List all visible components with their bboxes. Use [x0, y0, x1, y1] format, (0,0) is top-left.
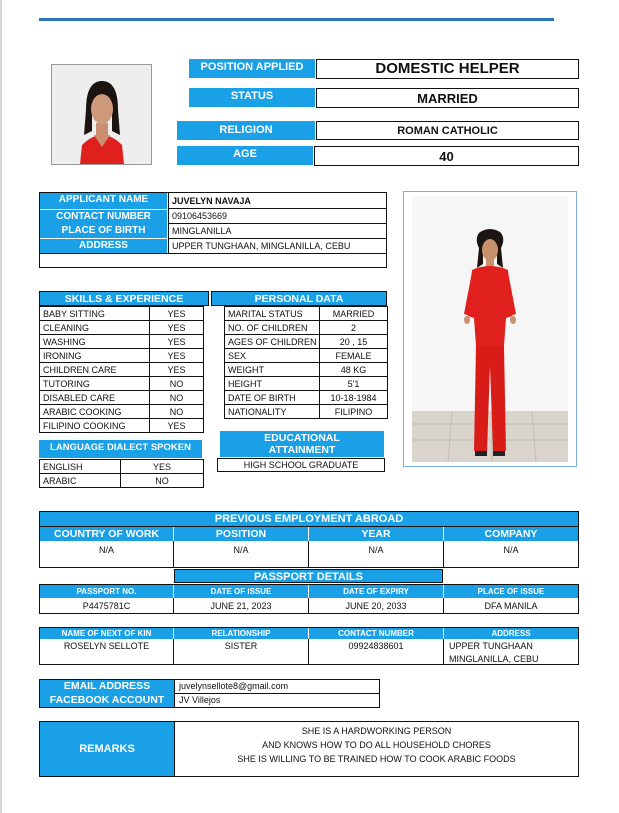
skill-name: BABY SITTING [40, 307, 150, 321]
personal-row [225, 335, 388, 349]
passport-header-number: PASSPORT NO. [40, 585, 174, 598]
skills-table [39, 306, 204, 433]
employment-year-value: N/A [309, 541, 444, 567]
personal-row [225, 405, 388, 419]
status-value: MARRIED [316, 88, 579, 108]
skill-row [40, 349, 204, 363]
skill-name: WASHING [40, 335, 150, 349]
skill-name: CHILDREN CARE [40, 363, 150, 377]
personal-label: MARITAL STATUS [225, 307, 320, 321]
kin-address-line1: UPPER TUNGHAAN [449, 641, 533, 651]
facebook-label: FACEBOOK ACCOUNT [40, 693, 174, 707]
personal-value: 2 [320, 321, 388, 335]
facebook-value: JV Villejos [174, 694, 379, 707]
employment-header-company: COMPANY [444, 527, 578, 541]
personal-row [225, 307, 388, 321]
passport-title: PASSPORT DETAILS [174, 569, 443, 583]
personal-row [225, 321, 388, 335]
religion-label: RELIGION [177, 121, 315, 140]
language-name: ARABIC [40, 474, 121, 488]
passport-number-value: P4475781C [40, 598, 174, 613]
skill-value: YES [150, 321, 204, 335]
language-value: YES [121, 460, 204, 474]
remarks-box [39, 721, 579, 777]
skill-row [40, 405, 204, 419]
personal-label: HEIGHT [225, 377, 320, 391]
age-label: AGE [177, 146, 313, 165]
address-value: UPPER TUNGHAAN, MINGLANILLA, CEBU [168, 239, 386, 254]
skill-name: DISABLED CARE [40, 391, 150, 405]
language-title: LANGUAGE DIALECT SPOKEN [39, 440, 202, 458]
kin-address-line2: MINGLANILLA, CEBU [449, 654, 539, 664]
language-value: NO [121, 474, 204, 488]
email-label: EMAIL ADDRESS [40, 680, 174, 693]
skill-row [40, 419, 204, 433]
education-title: EDUCATIONAL ATTAINMENT [220, 431, 384, 457]
email-value: juvelynsellote8@gmail.com [174, 680, 379, 694]
kin-header-name: NAME OF NEXT OF KIN [40, 628, 174, 639]
contact-box [39, 679, 380, 708]
passport-expiry-date-value: JUNE 20, 2033 [309, 598, 444, 613]
education-value: HIGH SCHOOL GRADUATE [217, 458, 385, 472]
personal-label: NATIONALITY [225, 405, 320, 419]
status-label: STATUS [189, 88, 315, 107]
personal-row [225, 349, 388, 363]
employment-country-value: N/A [40, 541, 174, 567]
top-rule [39, 18, 554, 21]
skill-value: YES [150, 335, 204, 349]
skill-row [40, 377, 204, 391]
employment-header-country: COUNTRY OF WORK [40, 527, 174, 541]
language-row [40, 460, 204, 474]
passport-issue-date-value: JUNE 21, 2023 [174, 598, 309, 613]
contact-number-value: 09106453669 [168, 209, 386, 224]
skill-row [40, 307, 204, 321]
skill-name: IRONING [40, 349, 150, 363]
personal-value: 48 KG [320, 363, 388, 377]
personal-value: 10-18-1984 [320, 391, 388, 405]
personal-table [224, 306, 388, 419]
skills-title: SKILLS & EXPERIENCE [39, 291, 209, 306]
personal-value: 5'1 [320, 377, 388, 391]
remarks-line-3: SHE IS WILLING TO BE TRAINED HOW TO COOK ARABIC FOODS [237, 754, 516, 764]
remarks-line-1: SHE IS A HARDWORKING PERSON [301, 726, 452, 736]
skill-value: YES [150, 349, 204, 363]
employment-position-value: N/A [174, 541, 309, 567]
skill-row [40, 363, 204, 377]
personal-row [225, 363, 388, 377]
remarks-label: REMARKS [40, 722, 174, 776]
skill-value: YES [150, 307, 204, 321]
birthplace-value: MINGLANILLA [168, 224, 386, 239]
skill-name: FILIPINO COOKING [40, 419, 150, 433]
language-table [39, 459, 204, 488]
kin-header-relationship: RELATIONSHIP [174, 628, 309, 639]
kin-address-value [444, 639, 578, 664]
applicant-box [39, 192, 387, 268]
age-value: 40 [314, 146, 579, 166]
personal-title: PERSONAL DATA [211, 291, 387, 306]
skill-name: TUTORING [40, 377, 150, 391]
skill-name: ARABIC COOKING [40, 405, 150, 419]
personal-row [225, 377, 388, 391]
skill-value: NO [150, 391, 204, 405]
personal-label: SEX [225, 349, 320, 363]
employment-company-value: N/A [503, 545, 519, 555]
kin-relationship-value: SISTER [174, 639, 309, 664]
personal-value: FEMALE [320, 349, 388, 363]
employment-header-year: YEAR [309, 527, 444, 541]
language-name: ENGLISH [40, 460, 121, 474]
passport-header-issue-date: DATE OF ISSUE [174, 585, 309, 598]
skill-value: NO [150, 405, 204, 419]
personal-value: FILIPINO [320, 405, 388, 419]
language-row [40, 474, 204, 488]
address-label: ADDRESS [40, 239, 167, 253]
skill-row [40, 321, 204, 335]
applicant-name-label: APPLICANT NAME [40, 193, 167, 209]
position-value: DOMESTIC HELPER [316, 59, 579, 79]
passport-table [39, 584, 579, 614]
employment-header-position: POSITION [174, 527, 309, 541]
passport-header-issue-place: PLACE OF ISSUE [444, 585, 578, 598]
employment-title: PREVIOUS EMPLOYMENT ABROAD [39, 511, 579, 526]
page-edge [0, 0, 2, 813]
personal-value: MARRIED [320, 307, 388, 321]
personal-label: AGES OF CHILDREN [225, 335, 320, 349]
kin-contact-value: 09924838601 [309, 639, 444, 664]
skill-value: NO [150, 377, 204, 391]
full-body-photo [403, 191, 577, 467]
religion-value: ROMAN CATHOLIC [316, 121, 579, 140]
applicant-name-value: JUVELYN NAVAJA [168, 193, 386, 209]
personal-value: 20 , 15 [320, 335, 388, 349]
remarks-text [174, 722, 578, 776]
personal-label: NO. OF CHILDREN [225, 321, 320, 335]
personal-row [225, 391, 388, 405]
position-label: POSITION APPLIED [189, 59, 315, 78]
skill-value: YES [150, 363, 204, 377]
passport-header-expiry-date: DATE OF EXPIRY [309, 585, 444, 598]
kin-name-value: ROSELYN SELLOTE [40, 639, 174, 664]
kin-table [39, 627, 579, 665]
contact-number-label: CONTACT NUMBER [40, 210, 167, 224]
personal-label: DATE OF BIRTH [225, 391, 320, 405]
skill-name: CLEANING [40, 321, 150, 335]
remarks-line-2: AND KNOWS HOW TO DO ALL HOUSEHOLD CHORES [262, 740, 491, 750]
kin-header-contact: CONTACT NUMBER [309, 628, 444, 639]
kin-header-address: ADDRESS [444, 628, 578, 639]
employment-table [39, 526, 579, 568]
skill-value: YES [150, 419, 204, 433]
applicant-blank-row [40, 253, 386, 267]
birthplace-label: PLACE OF BIRTH [40, 224, 167, 238]
skill-row [40, 391, 204, 405]
personal-label: WEIGHT [225, 363, 320, 377]
passport-issue-place-value: DFA MANILA [484, 601, 538, 611]
headshot-photo [51, 64, 152, 165]
skill-row [40, 335, 204, 349]
